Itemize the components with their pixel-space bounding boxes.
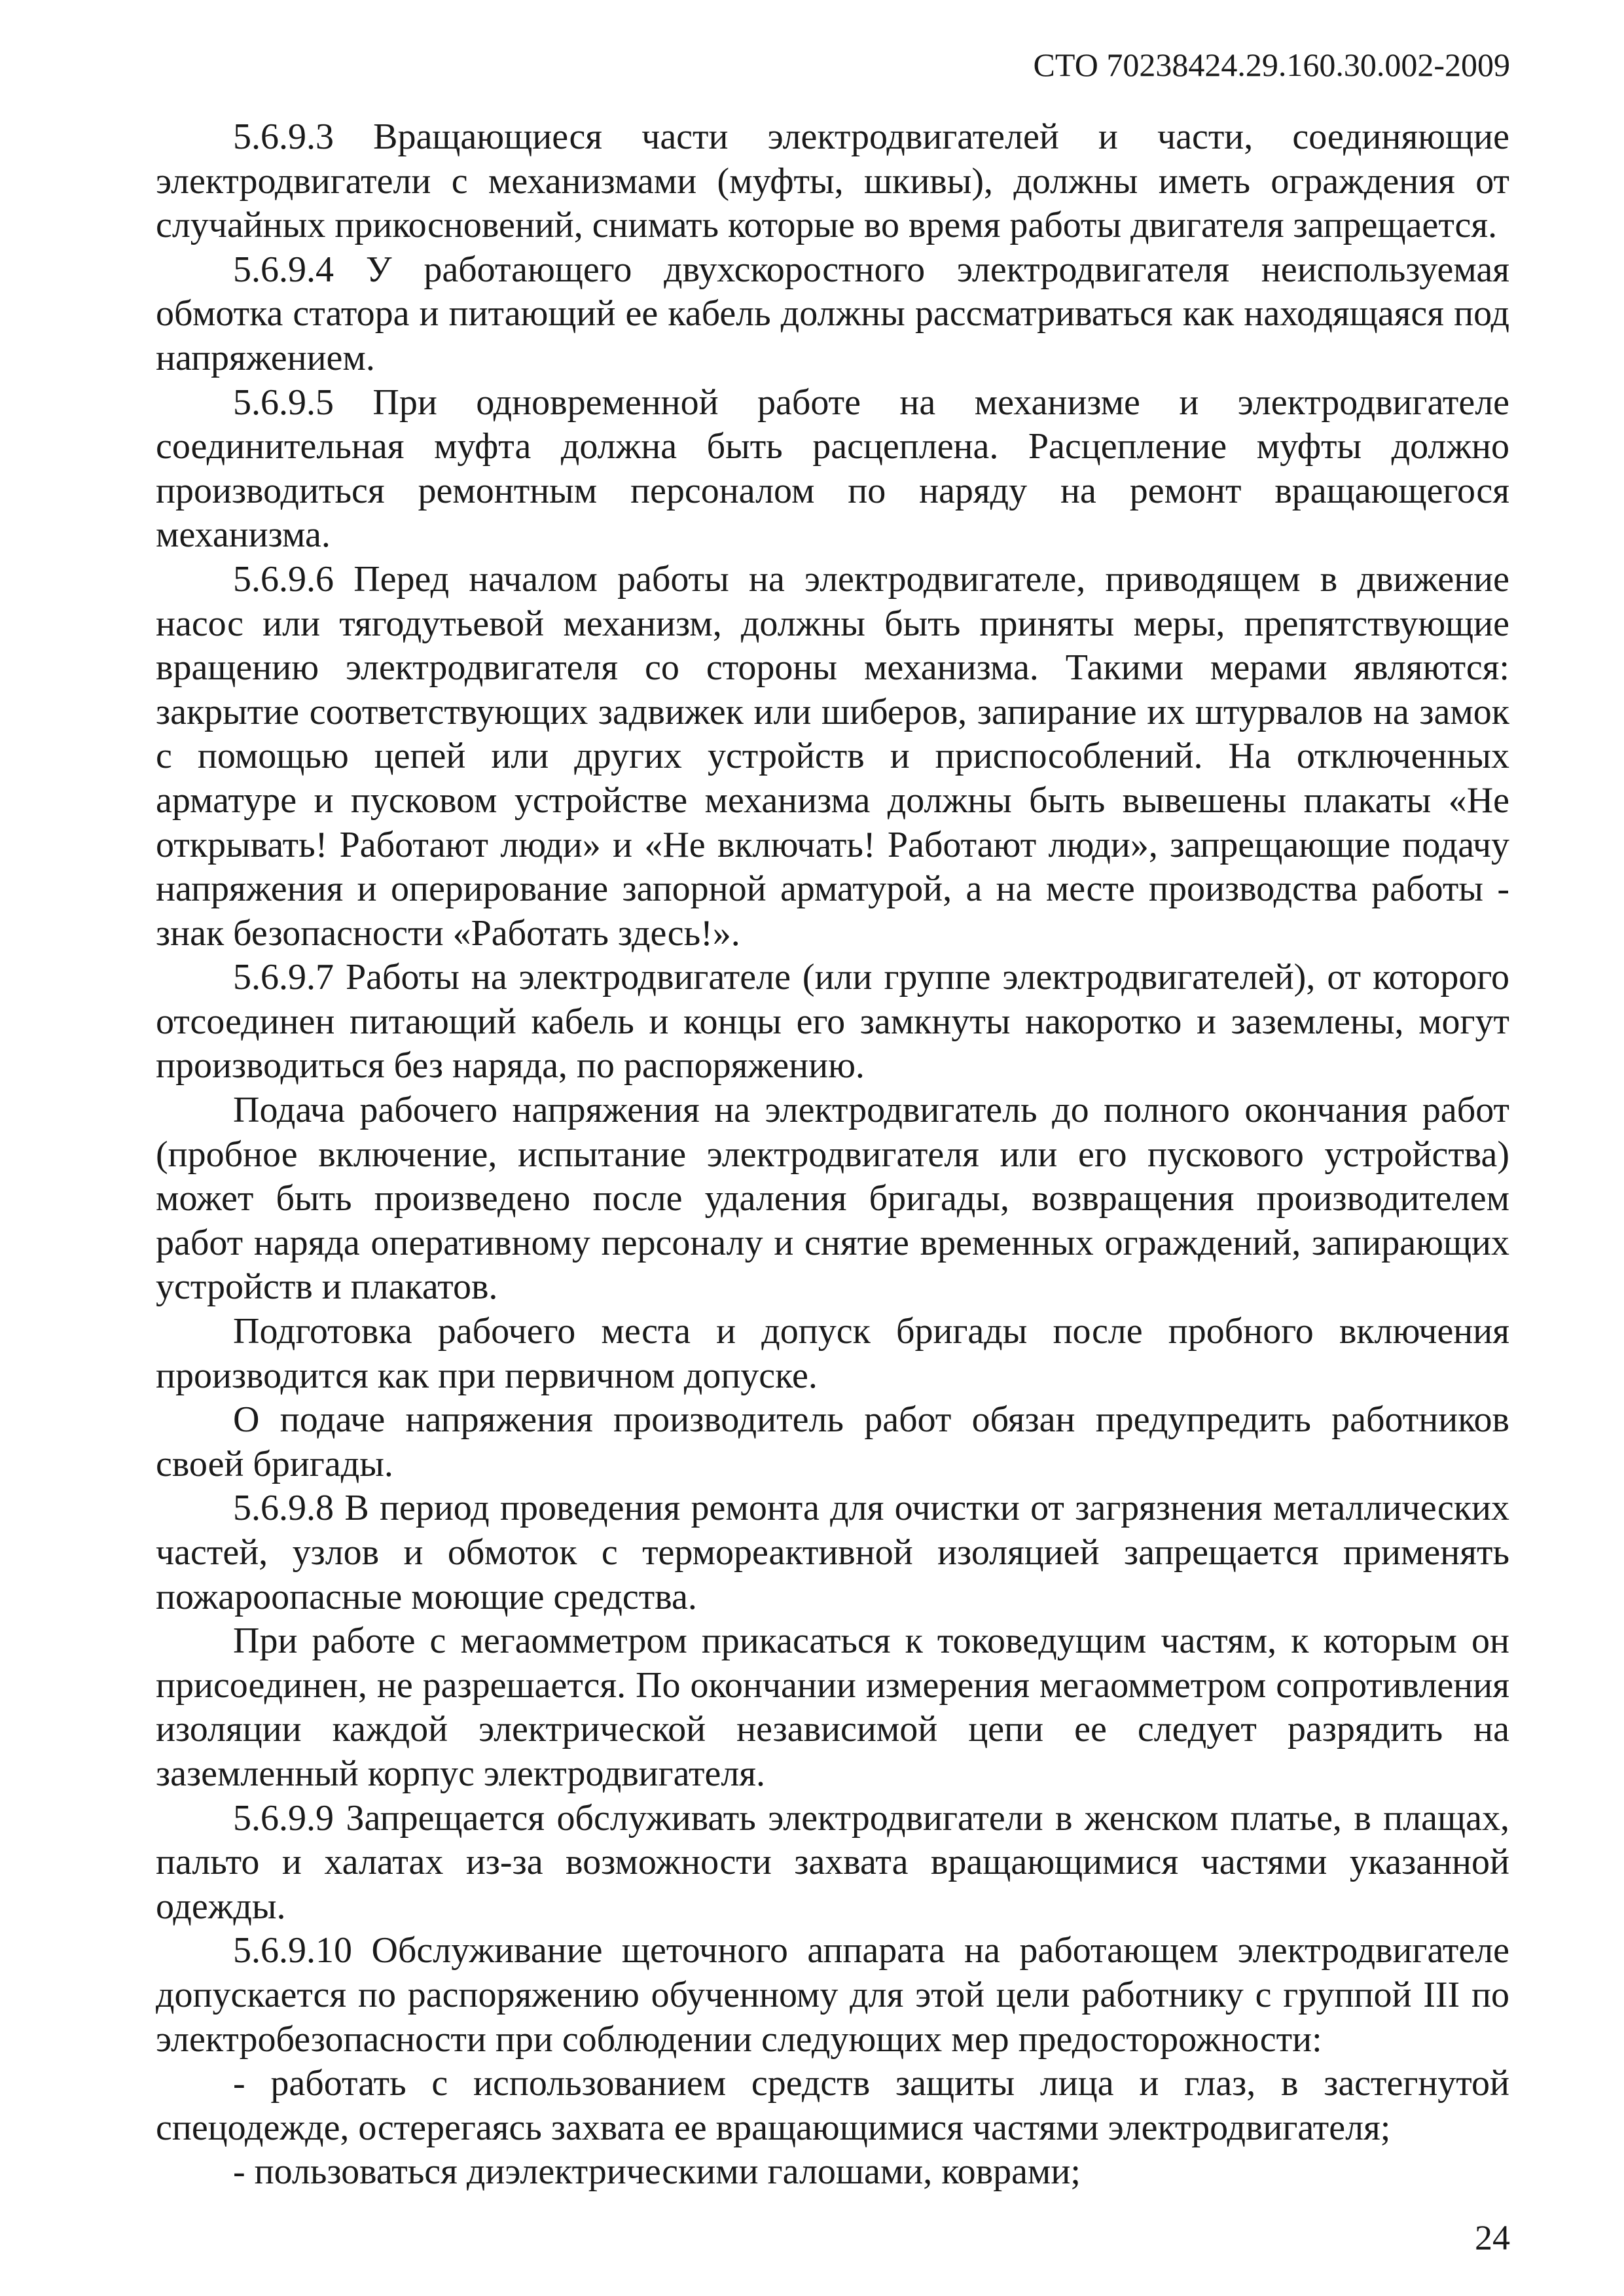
paragraph-voltage-supply: Подача рабочего напряжения на электродвигатель до полного окончания работ (пробное включение, испытание электродвигателя или его пускового устройства) может быть произведено после удаления бригады, возвращения производителем работ наряда оперативному персоналу и снятие временных ограждений, запирающих устройств и плакатов. [156, 1090, 1509, 1308]
paragraph-5-6-9-4: 5.6.9.4 У работающего двухскоростного электродвигателя неиспользуемая обмотка статора и питающий ее кабель должны рассматриваться как находящаяся под напряжением. [156, 249, 1509, 378]
paragraph-5-6-9-8: 5.6.9.8 В период проведения ремонта для очистки от загрязнения металлических частей, узлов и обмоток с термореактивной изоляцией запрещается применять пожароопасные моющие средства. [156, 1488, 1509, 1617]
paragraph-5-6-9-10: 5.6.9.10 Обслуживание щеточного аппарата на работающем электродвигателе допускается по распоряжению обученному для этой цели работнику с группой III по электробезопасности при соблюдении следующих мер предосторожности: [156, 1930, 1509, 2060]
document-body [156, 115, 1509, 2195]
document-code: СТО 70238424.29.160.30.002-2009 [1033, 46, 1510, 83]
paragraph-5-6-9-3: 5.6.9.3 Вращающиеся части электродвигателей и части, соединяющие электродвигатели с механизмами (муфты, шкивы), должны иметь ограждения от случайных прикосновений, снимать которые во время работы двигателя запрещается. [156, 117, 1509, 246]
list-item-dielectric-galoshes: - пользоваться диэлектрическими галошами, коврами; [233, 2151, 1081, 2193]
list-item-protective-means: - работать с использованием средств защиты лица и глаз, в застегнутой спецодежде, остерегаясь захвата ее вращающимися частями электродвигателя; [156, 2063, 1509, 2148]
paragraph-megohmmeter: При работе с мегаомметром прикасаться к токоведущим частям, к которым он присоединен, не разрешается. По окончании измерения мегаомметром сопротивления изоляции каждой электрической независимой цепи ее следует разрядить на заземленный корпус электродвигателя. [156, 1621, 1509, 1794]
paragraph-workplace-preparation: Подготовка рабочего места и допуск бригады после пробного включения производится как при первичном допуске. [156, 1311, 1509, 1396]
page-number: 24 [1475, 2218, 1510, 2257]
paragraph-warn-brigade: О подаче напряжения производитель работ обязан предупредить работников своей бригады. [156, 1399, 1509, 1484]
paragraph-5-6-9-9: 5.6.9.9 Запрещается обслуживать электродвигатели в женском платье, в плащах, пальто и халатах из-за возможности захвата вращающимися частями указанной одежды. [156, 1797, 1509, 1927]
paragraph-5-6-9-5: 5.6.9.5 При одновременной работе на механизме и электродвигателе соединительная муфта должна быть расцеплена. Расцепление муфты должно производиться ремонтным персоналом по наряду на ремонт вращающегося механизма. [156, 382, 1509, 556]
paragraph-5-6-9-6: 5.6.9.6 Перед началом работы на электродвигателе, приводящем в движение насос или тягодутьевой механизм, должны быть приняты меры, препятствующие вращению электродвигателя со стороны механизма. Такими мерами являются: закрытие соответствующих задвижек или шиберов, запирание их штурвалов на замок с помощью цепей или других устройств и приспособлений. На отключенных арматуре и пусковом устройстве механизма должны быть вывешены плакаты «Не открывать! Работают люди» и «Не включать! Работают люди», запрещающие подачу напряжения и оперирование запорной арматурой, а на месте производства работы - знак безопасности «Работать здесь!». [156, 558, 1509, 954]
paragraph-5-6-9-7: 5.6.9.7 Работы на электродвигателе (или группе электродвигателей), от которого отсоединен питающий кабель и концы его замкнуты накоротко и заземлены, могут производиться без наряда, по распоряжению. [156, 957, 1509, 1086]
